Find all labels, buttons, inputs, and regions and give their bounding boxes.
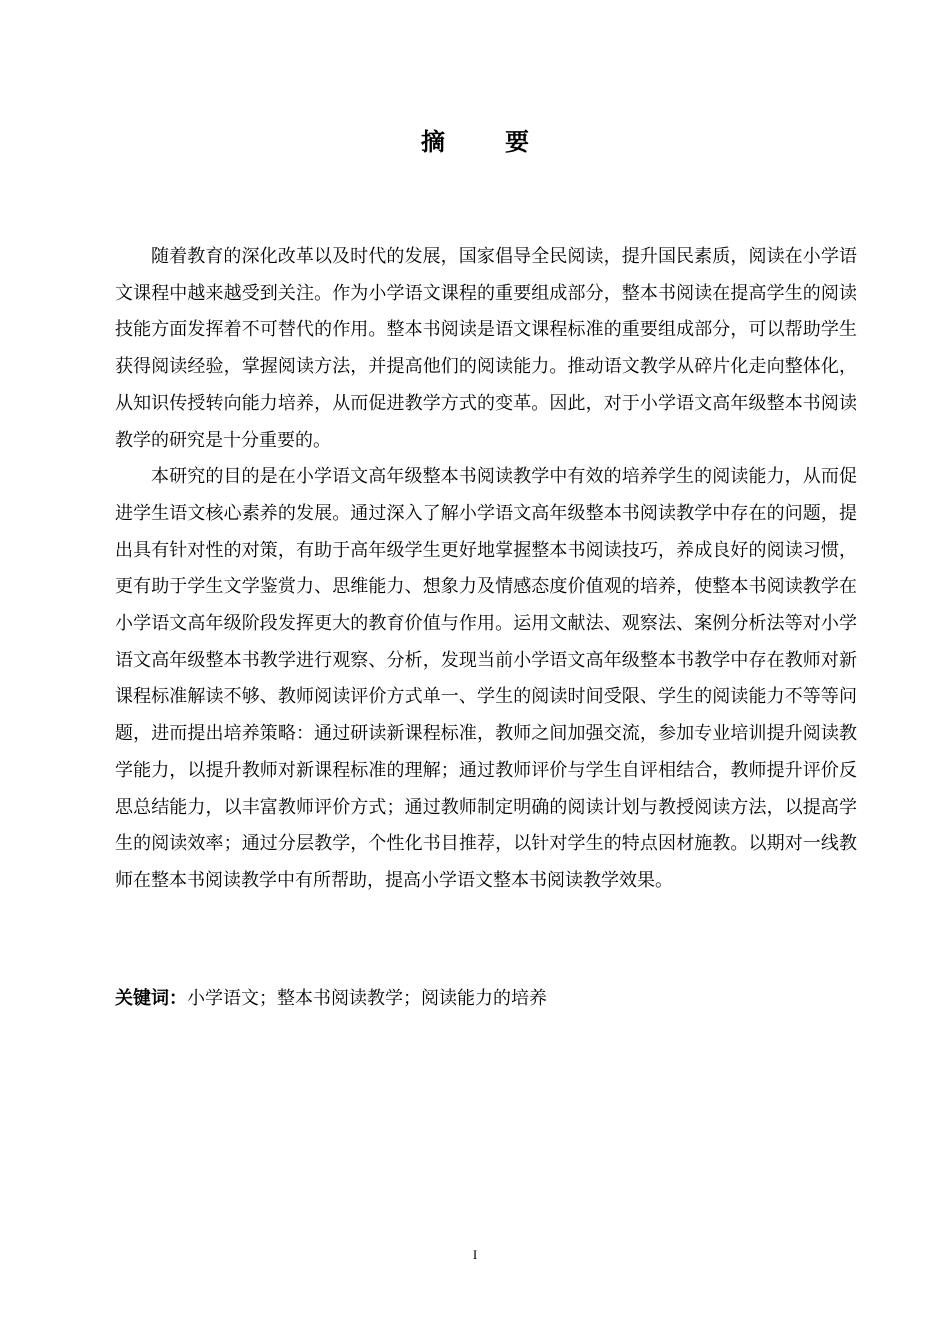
abstract-paragraph-1: 随着教育的深化改革以及时代的发展，国家倡导全民阅读，提升国民素质，阅读在小学语文课程中越来越受到关注。作为小学语文课程的重要组成部分，整本书阅读在提高学生的阅读技能方面发挥着不可替代的作用。整本书阅读是语文课程标准的重要组成部分，可以帮助学生获得阅读经验，掌握阅读方法，并提高他们的阅读能力。推动语文教学从碎片化走向整体化，从知识传授转向能力培养，从而促进教学方式的变革。因此，对于小学语文高年级整本书阅读教学的研究是十分重要的。 [115,246,857,451]
abstract-paragraph-2: 本研究的目的是在小学语文高年级整本书阅读教学中有效的培养学生的阅读能力，从而促进学生语文核心素养的发展。通过深入了解小学语文高年级整本书阅读教学中存在的问题，提出具有针对性的对策，有助于高年级学生更好地掌握整本书阅读技巧，养成良好的阅读习惯，更有助于学生文学鉴赏力、思维能力、想象力及情感态度价值观的培养，使整本书阅读教学在小学语文高年级阶段发挥更大的教育价值与作用。运用文献法、观察法、案例分析法等对小学语文高年级整本书教学进行观察、分析，发现当前小学语文高年级整本书教学中存在教师对新课程标准解读不够、教师阅读评价方式单一、学生的阅读时间受限、学生的阅读能力不等等问题，进而提出培养策略：通过研读新课程标准，教师之间加强交流，参加专业培训提升阅读教学能力，以提升教师对新课程标准的理解；通过教师评价与学生自评相结合，教师提升评价反思总结能力，以丰富教师评价方式；通过教师制定明确的阅读计划与教授阅读方法，以提高学生的阅读效率；通过分层教学，个性化书目推荐，以针对学生的特点因材施教。以期对一线教师在整本书阅读教学中有所帮助，提高小学语文整本书阅读教学效果。 [115,466,857,891]
keywords-text: 小学语文；整本书阅读教学；阅读能力的培养 [187,988,547,1009]
page-number: I [472,1247,478,1262]
abstract-body [115,239,857,900]
abstract-title: 摘 要 [421,128,547,156]
keywords-line [115,984,857,1014]
keywords-label: 关键词： [115,988,187,1009]
